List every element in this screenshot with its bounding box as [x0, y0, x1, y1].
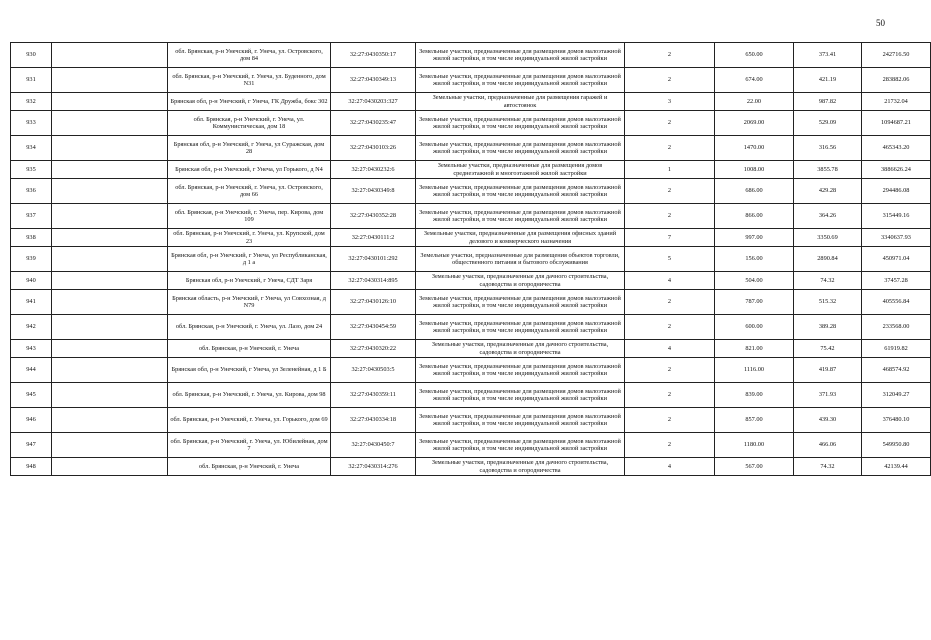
land-use-cell: Земельные участки, предназначенные для размещения домов малоэтажной жилой застройки, в том числе индивидуальной жилой застройки: [416, 433, 625, 458]
land-use-cell: Земельные участки, предназначенные для размещения домов малоэтажной жилой застройки, в том числе индивидуальной жилой застройки: [416, 111, 625, 136]
area-cell: 1008.00: [715, 161, 794, 179]
table-row: [11, 43, 931, 68]
cadastral-number-cell: 32:27:0430349:8: [331, 179, 416, 204]
blank-cell: [52, 383, 168, 408]
cadastral-value-cell: 450971.04: [862, 247, 931, 272]
use-group-cell: 7: [625, 229, 715, 247]
row-number-cell: 944: [11, 358, 52, 383]
cadastral-value-cell: 21732.04: [862, 93, 931, 111]
specific-value-cell: 439.30: [794, 408, 862, 433]
cadastral-number-cell: 32:27:0430314:895: [331, 272, 416, 290]
area-cell: 1116.00: [715, 358, 794, 383]
address-cell: обл. Брянская, р-н Унечский, г. Унеча: [168, 340, 331, 358]
cadastral-number-cell: 32:27:0430235:47: [331, 111, 416, 136]
land-use-cell: Земельные участки, предназначенные для дачного строительства, садоводства и огородничества: [416, 272, 625, 290]
address-cell: Брянская область, р-н Унечский, г Унеча, ул Совхозная, д N79: [168, 290, 331, 315]
cadastral-number-cell: 32:27:0430103:26: [331, 136, 416, 161]
use-group-cell: 5: [625, 247, 715, 272]
land-use-cell: Земельные участки, предназначенные для размещения домов малоэтажной жилой застройки, в том числе индивидуальной жилой застройки: [416, 136, 625, 161]
area-cell: 1470.00: [715, 136, 794, 161]
row-number-cell: 945: [11, 383, 52, 408]
blank-cell: [52, 179, 168, 204]
blank-cell: [52, 433, 168, 458]
use-group-cell: 4: [625, 272, 715, 290]
blank-cell: [52, 93, 168, 111]
blank-cell: [52, 204, 168, 229]
blank-cell: [52, 43, 168, 68]
use-group-cell: 4: [625, 340, 715, 358]
specific-value-cell: 429.28: [794, 179, 862, 204]
blank-cell: [52, 229, 168, 247]
specific-value-cell: 371.93: [794, 383, 862, 408]
row-number-cell: 943: [11, 340, 52, 358]
area-cell: 650.00: [715, 43, 794, 68]
use-group-cell: 2: [625, 68, 715, 93]
row-number-cell: 948: [11, 458, 52, 476]
blank-cell: [52, 161, 168, 179]
use-group-cell: 2: [625, 383, 715, 408]
address-cell: обл. Брянская, р-н Унечский, г. Унеча, ул. Островского, дом 66: [168, 179, 331, 204]
specific-value-cell: 75.42: [794, 340, 862, 358]
use-group-cell: 2: [625, 136, 715, 161]
land-use-cell: Земельные участки, предназначенные для размещения домов малоэтажной жилой застройки, в том числе индивидуальной жилой застройки: [416, 204, 625, 229]
row-number-cell: 937: [11, 204, 52, 229]
use-group-cell: 3: [625, 93, 715, 111]
land-use-cell: Земельные участки, предназначенные для размещения домов малоэтажной жилой застройки, в том числе индивидуальной жилой застройки: [416, 68, 625, 93]
cadastral-value-cell: 465343.20: [862, 136, 931, 161]
table-row: [11, 358, 931, 383]
land-use-cell: Земельные участки, предназначенные для размещения домов малоэтажной жилой застройки, в том числе индивидуальной жилой застройки: [416, 43, 625, 68]
row-number-cell: 942: [11, 315, 52, 340]
specific-value-cell: 419.87: [794, 358, 862, 383]
cadastral-value-cell: 1094687.21: [862, 111, 931, 136]
table-row: [11, 161, 931, 179]
use-group-cell: 2: [625, 204, 715, 229]
table-body: [11, 43, 931, 476]
land-parcels-table: [10, 42, 931, 476]
area-cell: 504.00: [715, 272, 794, 290]
row-number-cell: 939: [11, 247, 52, 272]
cadastral-number-cell: 32:27:0430503:5: [331, 358, 416, 383]
table-row: [11, 315, 931, 340]
cadastral-number-cell: 32:27:0430334:18: [331, 408, 416, 433]
row-number-cell: 930: [11, 43, 52, 68]
specific-value-cell: 74.32: [794, 458, 862, 476]
address-cell: Брянская обл, р-н Унечский, г Унеча, СДТ Заря: [168, 272, 331, 290]
table-row: [11, 433, 931, 458]
row-number-cell: 933: [11, 111, 52, 136]
use-group-cell: 2: [625, 433, 715, 458]
cadastral-number-cell: 32:27:0430320:22: [331, 340, 416, 358]
cadastral-number-cell: 32:27:0430126:10: [331, 290, 416, 315]
land-use-cell: Земельные участки, предназначенные для размещения домов малоэтажной жилой застройки, в том числе индивидуальной жилой застройки: [416, 179, 625, 204]
row-number-cell: 934: [11, 136, 52, 161]
blank-cell: [52, 408, 168, 433]
row-number-cell: 946: [11, 408, 52, 433]
address-cell: Брянская обл, р-н Унечский, г Унеча, ул Республиканская, д 1 а: [168, 247, 331, 272]
cadastral-value-cell: 468574.92: [862, 358, 931, 383]
table-row: [11, 179, 931, 204]
use-group-cell: 2: [625, 408, 715, 433]
land-use-cell: Земельные участки, предназначенные для дачного строительства, садоводства и огородничества: [416, 340, 625, 358]
use-group-cell: 2: [625, 315, 715, 340]
row-number-cell: 947: [11, 433, 52, 458]
land-use-cell: Земельные участки, предназначенные для дачного строительства, садоводства и огородничества: [416, 458, 625, 476]
land-use-cell: Земельные участки, предназначенные для размещения домов малоэтажной жилой застройки, в том числе индивидуальной жилой застройки: [416, 383, 625, 408]
row-number-cell: 938: [11, 229, 52, 247]
row-number-cell: 936: [11, 179, 52, 204]
specific-value-cell: 74.32: [794, 272, 862, 290]
row-number-cell: 935: [11, 161, 52, 179]
blank-cell: [52, 358, 168, 383]
specific-value-cell: 529.09: [794, 111, 862, 136]
area-cell: 866.00: [715, 204, 794, 229]
page-number: 50: [876, 18, 885, 28]
cadastral-value-cell: 42139.44: [862, 458, 931, 476]
blank-cell: [52, 290, 168, 315]
cadastral-value-cell: 294486.08: [862, 179, 931, 204]
row-number-cell: 932: [11, 93, 52, 111]
address-cell: обл. Брянская, р-н Унечский, г. Унеча, ул. Буденного, дом N31: [168, 68, 331, 93]
blank-cell: [52, 111, 168, 136]
address-cell: обл. Брянская, р-н Унечский, г. Унеча, пер. Кирова, дом 109: [168, 204, 331, 229]
land-use-cell: Земельные участки, предназначенные для размещения гаражей и автостоянок: [416, 93, 625, 111]
cadastral-number-cell: 32:27:0430111:2: [331, 229, 416, 247]
specific-value-cell: 466.06: [794, 433, 862, 458]
specific-value-cell: 515.32: [794, 290, 862, 315]
address-cell: обл. Брянская, р-н Унечский, г. Унеча, ул. Горького, дом 69: [168, 408, 331, 433]
cadastral-number-cell: 32:27:0430359:11: [331, 383, 416, 408]
use-group-cell: 2: [625, 43, 715, 68]
area-cell: 22.00: [715, 93, 794, 111]
cadastral-number-cell: 32:27:0430352:28: [331, 204, 416, 229]
specific-value-cell: 389.28: [794, 315, 862, 340]
area-cell: 567.00: [715, 458, 794, 476]
table-row: [11, 247, 931, 272]
use-group-cell: 2: [625, 290, 715, 315]
cadastral-value-cell: 376480.10: [862, 408, 931, 433]
blank-cell: [52, 247, 168, 272]
cadastral-value-cell: 283882.06: [862, 68, 931, 93]
cadastral-value-cell: 233568.00: [862, 315, 931, 340]
cadastral-number-cell: 32:27:0430314:276: [331, 458, 416, 476]
cadastral-value-cell: 242716.50: [862, 43, 931, 68]
address-cell: Брянская обл, р-н Унечский, г Унеча, ГК Дружба, бокс 302: [168, 93, 331, 111]
table-row: [11, 229, 931, 247]
cadastral-number-cell: 32:27:0430232:6: [331, 161, 416, 179]
cadastral-number-cell: 32:27:0430450:7: [331, 433, 416, 458]
blank-cell: [52, 68, 168, 93]
address-cell: обл. Брянская, р-н Унечский, г. Унеча, ул. Кирова, дом 98: [168, 383, 331, 408]
cadastral-number-cell: 32:27:0430454:59: [331, 315, 416, 340]
address-cell: обл. Брянская, р-н Унечский, г. Унеча: [168, 458, 331, 476]
area-cell: 997.00: [715, 229, 794, 247]
table-row: [11, 136, 931, 161]
cadastral-value-cell: 405556.84: [862, 290, 931, 315]
area-cell: 156.00: [715, 247, 794, 272]
table-row: [11, 383, 931, 408]
land-use-cell: Земельные участки, предназначенные для размещения домов малоэтажной жилой застройки, в том числе индивидуальной жилой застройки: [416, 290, 625, 315]
use-group-cell: 2: [625, 179, 715, 204]
cadastral-number-cell: 32:27:0430349:13: [331, 68, 416, 93]
table-row: [11, 290, 931, 315]
cadastral-value-cell: 549950.80: [862, 433, 931, 458]
cadastral-value-cell: 315449.16: [862, 204, 931, 229]
table-row: [11, 204, 931, 229]
land-use-cell: Земельные участки, предназначенные для размещения домов малоэтажной жилой застройки, в том числе индивидуальной жилой застройки: [416, 408, 625, 433]
land-use-cell: Земельные участки, предназначенные для размещения домов малоэтажной жилой застройки, в том числе индивидуальной жилой застройки: [416, 315, 625, 340]
table-row: [11, 272, 931, 290]
land-use-cell: Земельные участки, предназначенные для размещения офисных зданий делового и коммерческого назначения: [416, 229, 625, 247]
area-cell: 1180.00: [715, 433, 794, 458]
use-group-cell: 2: [625, 111, 715, 136]
table-row: [11, 340, 931, 358]
address-cell: обл. Брянская, р-н Унечский, г. Унеча, ул. Крупской, дом 23: [168, 229, 331, 247]
specific-value-cell: 987.82: [794, 93, 862, 111]
land-use-cell: Земельные участки, предназначенные для размещения домов малоэтажной жилой застройки, в том числе индивидуальной жилой застройки: [416, 358, 625, 383]
cadastral-number-cell: 32:27:0430203:327: [331, 93, 416, 111]
table-row: [11, 111, 931, 136]
area-cell: 857.00: [715, 408, 794, 433]
land-use-cell: Земельные участки, предназначенные для размещения домов среднеэтажной и многоэтажной жилой застройки: [416, 161, 625, 179]
row-number-cell: 940: [11, 272, 52, 290]
area-cell: 821.00: [715, 340, 794, 358]
area-cell: 2069.00: [715, 111, 794, 136]
specific-value-cell: 373.41: [794, 43, 862, 68]
blank-cell: [52, 315, 168, 340]
address-cell: обл. Брянская, р-н Унечский, г. Унеча, ул. Коммунистическая, дом 18: [168, 111, 331, 136]
address-cell: обл. Брянская, р-н Унечский, г. Унеча, ул. Островского, дом 84: [168, 43, 331, 68]
cadastral-value-cell: 312049.27: [862, 383, 931, 408]
area-cell: 686.00: [715, 179, 794, 204]
specific-value-cell: 3350.69: [794, 229, 862, 247]
specific-value-cell: 421.19: [794, 68, 862, 93]
land-use-cell: Земельные участки, предназначенные для размещения объектов торговли, общественного питания и бытового обслуживания: [416, 247, 625, 272]
table-row: [11, 458, 931, 476]
specific-value-cell: 316.56: [794, 136, 862, 161]
blank-cell: [52, 458, 168, 476]
row-number-cell: 931: [11, 68, 52, 93]
blank-cell: [52, 136, 168, 161]
cadastral-value-cell: 37457.28: [862, 272, 931, 290]
area-cell: 787.00: [715, 290, 794, 315]
blank-cell: [52, 340, 168, 358]
blank-cell: [52, 272, 168, 290]
specific-value-cell: 364.26: [794, 204, 862, 229]
cadastral-value-cell: 3886626.24: [862, 161, 931, 179]
table-row: [11, 93, 931, 111]
area-cell: 839.00: [715, 383, 794, 408]
cadastral-value-cell: 61919.82: [862, 340, 931, 358]
specific-value-cell: 2890.84: [794, 247, 862, 272]
area-cell: 674.00: [715, 68, 794, 93]
use-group-cell: 2: [625, 358, 715, 383]
table-row: [11, 408, 931, 433]
row-number-cell: 941: [11, 290, 52, 315]
cadastral-value-cell: 3340637.93: [862, 229, 931, 247]
cadastral-number-cell: 32:27:0430350:17: [331, 43, 416, 68]
specific-value-cell: 3855.78: [794, 161, 862, 179]
address-cell: Брянская обл, р-н Унечский, г Унеча, ул Суражская, дом 28: [168, 136, 331, 161]
address-cell: обл. Брянская, р-н Унечский, г. Унеча, ул. Юбилейная, дом 7: [168, 433, 331, 458]
address-cell: Брянская обл, р-н Унечский, г Унеча, ул Зеленейная, д 1 Б: [168, 358, 331, 383]
use-group-cell: 1: [625, 161, 715, 179]
table-row: [11, 68, 931, 93]
address-cell: Брянская обл, р-н Унечский, г Унеча, ул Горького, д N4: [168, 161, 331, 179]
address-cell: обл. Брянская, р-н Унечский, г. Унеча, ул. Лазо, дом 24: [168, 315, 331, 340]
use-group-cell: 4: [625, 458, 715, 476]
cadastral-number-cell: 32:27:0430101:292: [331, 247, 416, 272]
area-cell: 600.00: [715, 315, 794, 340]
